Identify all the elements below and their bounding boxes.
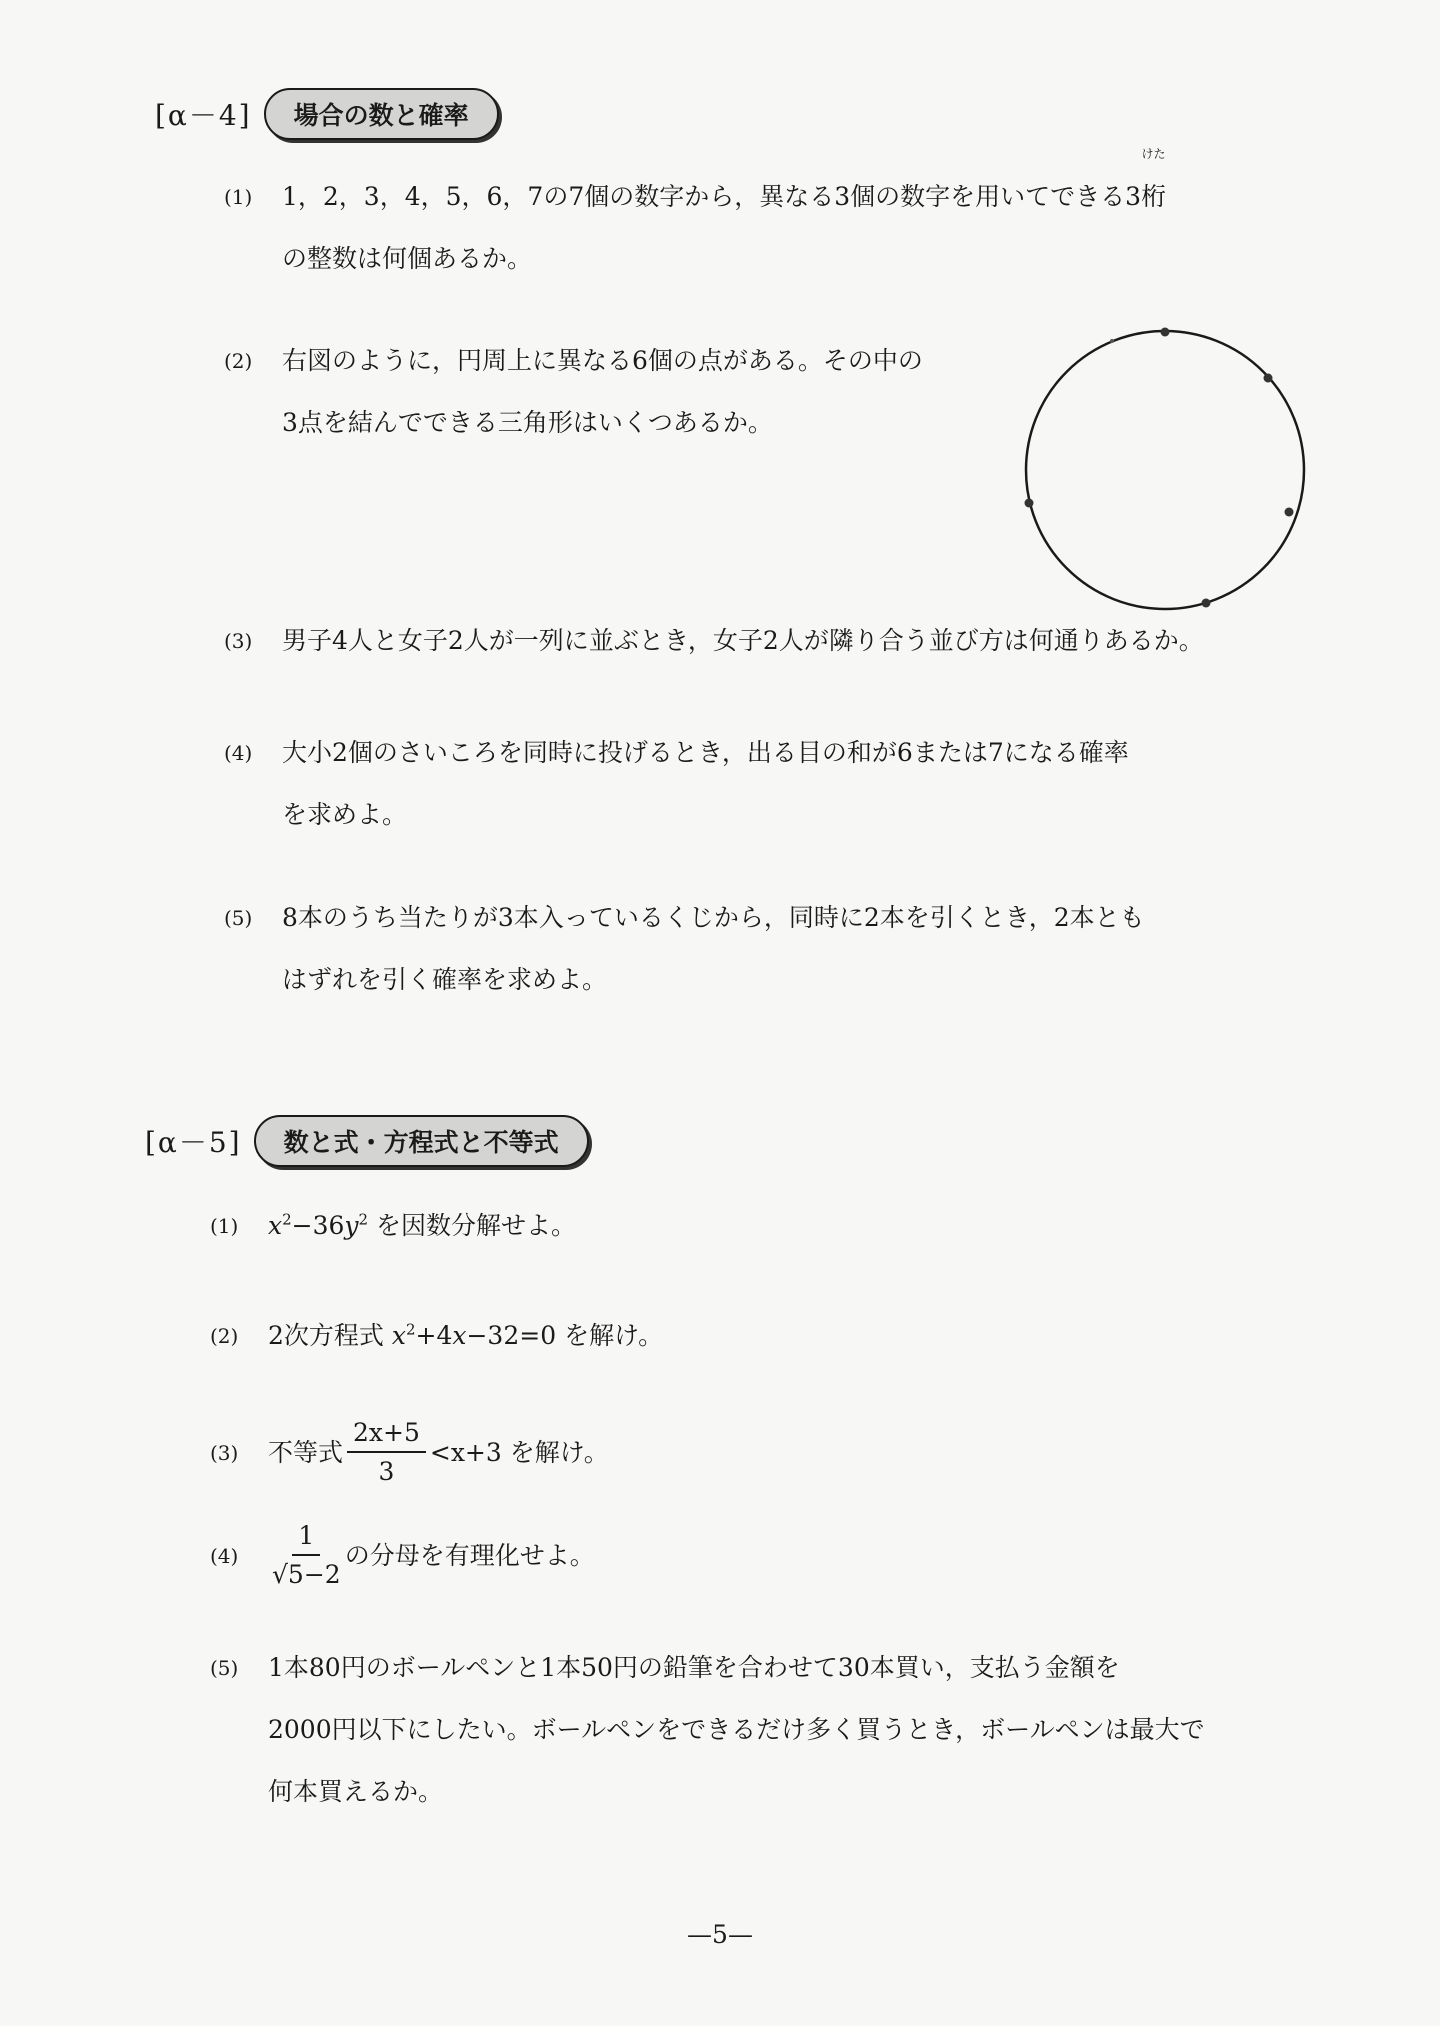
question-text: を解け。 <box>509 1438 609 1467</box>
section-title: 数と式・方程式と不等式 <box>254 1115 589 1167</box>
question-number: (2) <box>210 1324 239 1348</box>
circle-point <box>1161 328 1170 337</box>
question-a4-4 <box>224 722 1344 846</box>
math-expression: $x^2+4x-32=0$ <box>391 1320 557 1350</box>
question-text: 不等式 <box>268 1438 344 1467</box>
section-code: [α－4] <box>155 99 252 132</box>
section-header-a5 <box>145 1115 589 1167</box>
question-number: (4) <box>224 741 253 765</box>
question-number: (5) <box>224 906 253 930</box>
fraction-numerator: 1 <box>292 1518 320 1556</box>
question-a4-2 <box>224 330 1004 454</box>
question-number: (3) <box>210 1441 239 1465</box>
question-text: 2000円以下にしたい。ボールペンをできるだけ多く買うとき，ボールペンは最大で <box>268 1715 1205 1744</box>
section-code: [α－5] <box>145 1126 242 1159</box>
question-text: はずれを引く確率を求めよ。 <box>282 965 608 994</box>
circle-figure <box>1010 325 1310 615</box>
question-text: 1，2，3，4，5，6，7の7個の数字から，異なる3個の数字を用いてできる3 <box>282 182 1142 211</box>
fraction <box>272 1518 341 1594</box>
ruby-base: 桁 <box>1141 182 1167 211</box>
circle-point <box>1025 499 1034 508</box>
fraction-numerator: 2x+5 <box>347 1415 426 1453</box>
question-text: を求めよ。 <box>282 800 408 829</box>
inequality-rhs: <x+3 <box>429 1438 502 1467</box>
question-text: 男子4人と女子2人が一列に並ぶとき，女子2人が隣り合う並び方は何通りあるか。 <box>282 626 1204 655</box>
fraction-denominator: 3 <box>378 1457 395 1486</box>
question-number: (4) <box>210 1544 239 1568</box>
circle-point <box>1285 508 1294 517</box>
question-number: (5) <box>210 1656 239 1680</box>
question-text: の整数は何個あるか。 <box>282 244 533 273</box>
question-number: (1) <box>224 185 253 209</box>
question-number: (2) <box>224 349 253 373</box>
question-a5-3 <box>210 1412 1330 1494</box>
question-text: 8本のうち当たりが3本入っているくじから，同時に2本を引くとき，2本とも <box>282 903 1145 932</box>
circle-point <box>1202 599 1211 608</box>
question-a4-3 <box>224 610 1364 672</box>
fraction-denominator: √5−2 <box>272 1560 341 1589</box>
question-a5-1 <box>210 1195 1330 1257</box>
question-text: 右図のように，円周上に異なる6個の点がある。その中の <box>282 346 923 375</box>
circle-point-faint <box>1110 339 1114 343</box>
question-number: (1) <box>210 1214 239 1238</box>
question-text: を解け。 <box>564 1321 664 1350</box>
fraction <box>347 1415 426 1491</box>
question-a5-4 <box>210 1515 1330 1597</box>
question-a5-5 <box>210 1637 1350 1823</box>
page-number: —5— <box>687 1920 753 1949</box>
circle-outline <box>1026 331 1304 609</box>
question-text: の分母を有理化せよ。 <box>344 1541 595 1570</box>
ruby-text: けた <box>1141 147 1166 161</box>
question-a4-1 <box>224 147 1344 290</box>
math-expression: $x^2-36y^2$ <box>268 1210 369 1240</box>
question-text: を因数分解せよ。 <box>376 1211 577 1240</box>
question-a5-2 <box>210 1305 1330 1367</box>
question-text: 2次方程式 <box>268 1321 384 1350</box>
section-header-a4 <box>155 88 499 140</box>
circle-point <box>1264 374 1273 383</box>
section-title: 場合の数と確率 <box>264 88 499 140</box>
ruby-keta <box>1141 147 1167 228</box>
question-number: (3) <box>224 629 253 653</box>
question-text: 1本80円のボールペンと1本50円の鉛筆を合わせて30本買い，支払う金額を <box>268 1653 1120 1682</box>
question-text: 何本買えるか。 <box>268 1777 444 1806</box>
question-a4-5 <box>224 887 1344 1011</box>
question-text: 3点を結んでできる三角形はいくつあるか。 <box>282 408 773 437</box>
question-text: 大小2個のさいころを同時に投げるとき，出る目の和が6または7になる確率 <box>282 738 1129 767</box>
